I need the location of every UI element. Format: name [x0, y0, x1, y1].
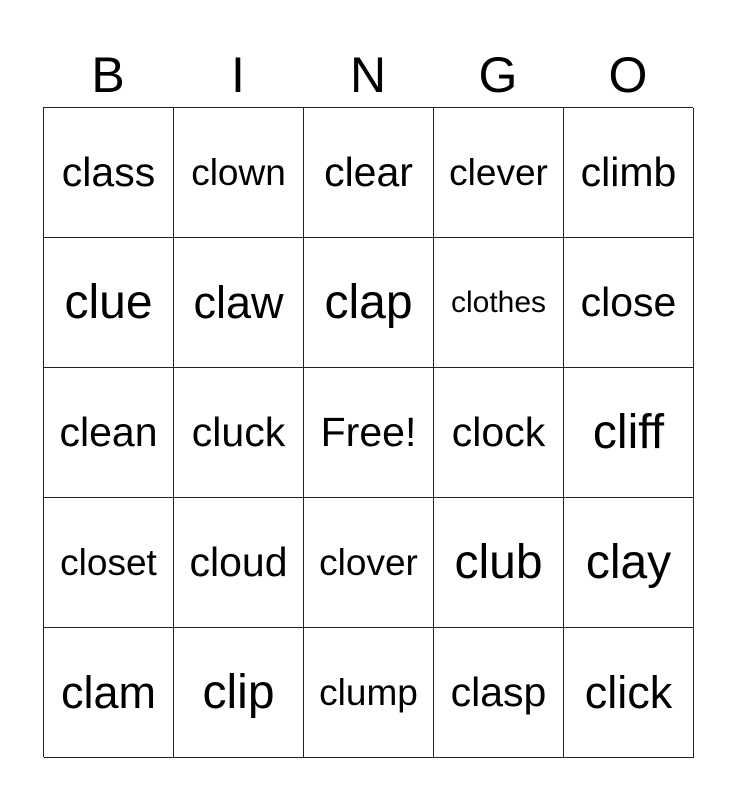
bingo-cell[interactable]	[174, 108, 304, 238]
cell-word: clay	[585, 535, 672, 589]
bingo-cell[interactable]	[174, 498, 304, 628]
cell-word: clear	[324, 149, 413, 195]
bingo-cell[interactable]	[434, 498, 564, 628]
bingo-cell[interactable]	[304, 108, 434, 238]
cell-word: clasp	[450, 669, 547, 715]
cell-word: Free!	[320, 409, 417, 455]
bingo-cell free-space[interactable]	[304, 368, 434, 498]
bingo-cell[interactable]	[44, 498, 174, 628]
cell-word: clover	[319, 542, 418, 583]
cell-word: clean	[59, 409, 158, 455]
bingo-cell[interactable]	[174, 368, 304, 498]
cell-word: claw	[193, 277, 284, 328]
header-letter-o: O	[608, 47, 648, 103]
cell-word: class	[61, 149, 156, 195]
cell-word: cloud	[189, 539, 288, 585]
bingo-cell[interactable]	[304, 238, 434, 368]
bingo-cell[interactable]	[44, 628, 174, 758]
bingo-cell[interactable]	[564, 498, 694, 628]
cell-word: cliff	[592, 405, 665, 459]
bingo-cell[interactable]	[434, 108, 564, 238]
bingo-cell[interactable]	[564, 108, 694, 238]
cell-word: clap	[324, 275, 413, 329]
cell-word: clam	[60, 667, 156, 718]
cell-word: clue	[64, 275, 153, 329]
cell-word: clothes	[450, 285, 547, 319]
header-letter-n: N	[349, 47, 387, 103]
bingo-cell[interactable]	[304, 628, 434, 758]
header-letter-g: G	[478, 47, 518, 103]
bingo-cell[interactable]	[174, 238, 304, 368]
bingo-cell[interactable]	[44, 368, 174, 498]
cell-word: clip	[202, 665, 275, 719]
bingo-cell[interactable]	[304, 498, 434, 628]
cell-word: closet	[60, 542, 157, 583]
bingo-board	[43, 107, 693, 757]
bingo-cell[interactable]	[564, 238, 694, 368]
cell-word: cluck	[191, 409, 286, 455]
bingo-cell[interactable]	[434, 238, 564, 368]
cell-word: club	[454, 535, 543, 589]
bingo-cell[interactable]	[44, 238, 174, 368]
cell-word: clever	[449, 152, 548, 193]
cell-word: clown	[191, 152, 286, 193]
bingo-cell[interactable]	[174, 628, 304, 758]
cell-word: climb	[580, 149, 677, 195]
bingo-cell[interactable]	[44, 108, 174, 238]
header-letter-i: I	[231, 47, 245, 103]
bingo-header	[43, 44, 693, 106]
cell-word: clump	[319, 672, 418, 713]
cell-word: close	[580, 279, 677, 325]
bingo-cell[interactable]	[434, 628, 564, 758]
bingo-cell[interactable]	[564, 368, 694, 498]
bingo-cell[interactable]	[564, 628, 694, 758]
cell-word: click	[584, 667, 673, 718]
header-letter-b: B	[91, 47, 125, 103]
cell-word: clock	[451, 409, 546, 455]
bingo-cell[interactable]	[434, 368, 564, 498]
